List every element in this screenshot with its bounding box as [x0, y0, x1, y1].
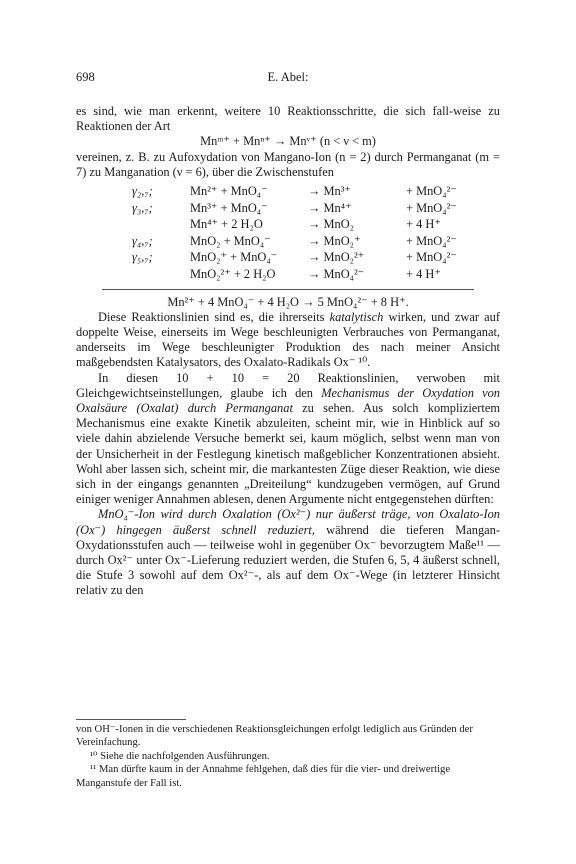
reaction-label: γ₂,₇;: [132, 184, 153, 199]
reaction-lhs: MnO₂²⁺ + 2 H₂O: [190, 266, 276, 281]
reaction-label: [132, 216, 190, 233]
reaction-row: [132, 183, 500, 200]
emphasis-text: MnO₄⁻-Ion wird durch Oxalation (Ox²⁻) nur äußerst träge, von Oxalato-Ion (Ox⁻) hingegen äußerst schnell reduziert,: [76, 507, 500, 537]
reaction-byproduct: + 4 H⁺: [406, 266, 441, 281]
page-header: [76, 70, 500, 86]
reaction-lhs: Mn³⁺ + MnO₄⁻: [190, 200, 268, 215]
footnotes: [76, 719, 500, 790]
emphasis-text: katalytisch: [329, 309, 384, 324]
reaction-row: [132, 249, 500, 266]
running-head: E. Abel:: [267, 70, 309, 84]
reaction-product: → MnO₂⁺: [308, 233, 361, 248]
footnote-11: ¹¹ Man dürfte kaum in der Annahme fehlgehen, daß dies für die vier- und dreiwertige Manganstufe der Fall ist.: [76, 764, 451, 789]
sum-reaction: Mn²⁺ + 4 MnO₄⁻ + 4 H₂O → 5 MnO₄²⁻ + 8 H⁺.: [102, 289, 474, 310]
paragraph-intro: es sind, wie man erkennt, weitere 10 Reaktionsschritte, die sich fall-weise zu Reaktionen der Art: [76, 104, 500, 134]
paragraph-text: während die tieferen Mangan-Oxydationsstufen auch — teilweise wohl in gegenüber Ox⁻ bevorzugtem Maße¹¹ — durch Ox²⁻ unter Ox⁻-Lieferung reduziert werden, die Stufen 6, 5, 4 äußerst schnell, die Stufe 3 sowohl auf dem Ox²⁻-, als auf dem Ox⁻-Wege (in letzterer Hinsicht relativ zu den: [76, 522, 501, 598]
reaction-product: → MnO₄²⁻: [308, 266, 365, 281]
footnote-rule: [76, 719, 186, 720]
paragraph-text: zu sehen. Aus solch kompliziertem Mechanismus eine exakte Kinetik abzuleiten, scheint mir, wie in Hinblick auf so viele dahin abzielende Versuche bemerkt sei, kaum möglich, selbst wenn man von der Unsicherheit in der Festlegung kinetisch maßgeblicher Konzentrationen absieht. Wohl aber lassen sich, scheint mir, die markantesten Züge dieser Reaktion, wie diese sich in der eingangs genannten „Dreiteilung“ kundzugeben vermögen, auf Grund einiger weniger Annahmen ablesen, denen Argumente nicht entgegenstehen dürften:: [76, 401, 501, 507]
reaction-label: γ₃,₇;: [132, 200, 153, 215]
reaction-byproduct: + 4 H⁺: [406, 217, 441, 232]
reaction-label: γ₅,₇;: [132, 250, 153, 265]
paragraph-mechanism: [76, 371, 500, 508]
paragraph-catalytic: [76, 310, 500, 371]
reaction-lhs: Mn⁴⁺ + 2 H₂O: [190, 217, 263, 232]
emphasis-text: Mechanismus der Oxydation von Oxalsäure (Oxalat) durch Permanganat: [76, 385, 501, 415]
reaction-byproduct: + MnO₄²⁻: [406, 250, 457, 265]
general-reaction-formula: Mnᵐ⁺ + Mnⁿ⁺ → Mnᵛ⁺ (n < ν < m): [200, 134, 376, 149]
reaction-row: [132, 233, 500, 250]
reaction-scheme: [76, 183, 500, 310]
reaction-lhs: Mn²⁺ + MnO₄⁻: [190, 184, 268, 199]
paragraph-reduction: [76, 507, 500, 598]
reaction-row: [132, 200, 500, 217]
reaction-byproduct: + MnO₄²⁻: [406, 200, 457, 215]
reaction-product: → Mn⁴⁺: [308, 200, 352, 215]
reaction-product: → MnO₂: [308, 217, 354, 232]
reaction-label: [132, 266, 190, 283]
reaction-label: γ₄,₇;: [132, 233, 153, 248]
reaction-byproduct: + MnO₄²⁻: [406, 184, 457, 199]
paragraph-example: vereinen, z. B. zu Aufoxydation von Mangano-Ion (n = 2) durch Permanganat (m = 7) zu Manganation (ν = 6), über die Zwischenstufen: [76, 149, 500, 179]
reaction-byproduct: + MnO₄²⁻: [406, 233, 457, 248]
reaction-lhs: MnO₂⁺ + MnO₄⁻: [190, 250, 278, 265]
paragraph-text: In diesen 10 + 10 = 20 Reaktionslinien, verwoben mit Gleichgewichtseinstellungen, glaube ich den: [76, 370, 500, 400]
reaction-row: [132, 216, 500, 233]
reaction-lhs: MnO₂ + MnO₄⁻: [190, 233, 271, 248]
paragraph-text: wirken, und zwar auf doppelte Weise, einerseits im Wege beschleunigten Verbrauches von Permanganat, anderseits im Wege beschleunigter Produktion des nach meiner Ansicht maßgebendsten Katalysators, des Oxalato-Radikals Ox⁻ ¹⁰.: [76, 309, 500, 370]
page-number: 698: [76, 70, 95, 84]
paragraph-text: Diese Reaktionslinien sind es, die ihrerseits: [98, 309, 330, 324]
footnote-continuation: von OH⁻-Ionen in die verschiedenen Reaktionsgleichungen erfolgt lediglich aus Gründen der Vereinfachung.: [76, 724, 473, 749]
reaction-product: → MnO₂²⁺: [308, 250, 365, 265]
reaction-product: → Mn³⁺: [308, 184, 351, 199]
footnote-10: ¹⁰ Siehe die nachfolgenden Ausführungen.: [90, 750, 270, 762]
body-text: [76, 104, 500, 599]
reaction-row: [132, 266, 500, 283]
